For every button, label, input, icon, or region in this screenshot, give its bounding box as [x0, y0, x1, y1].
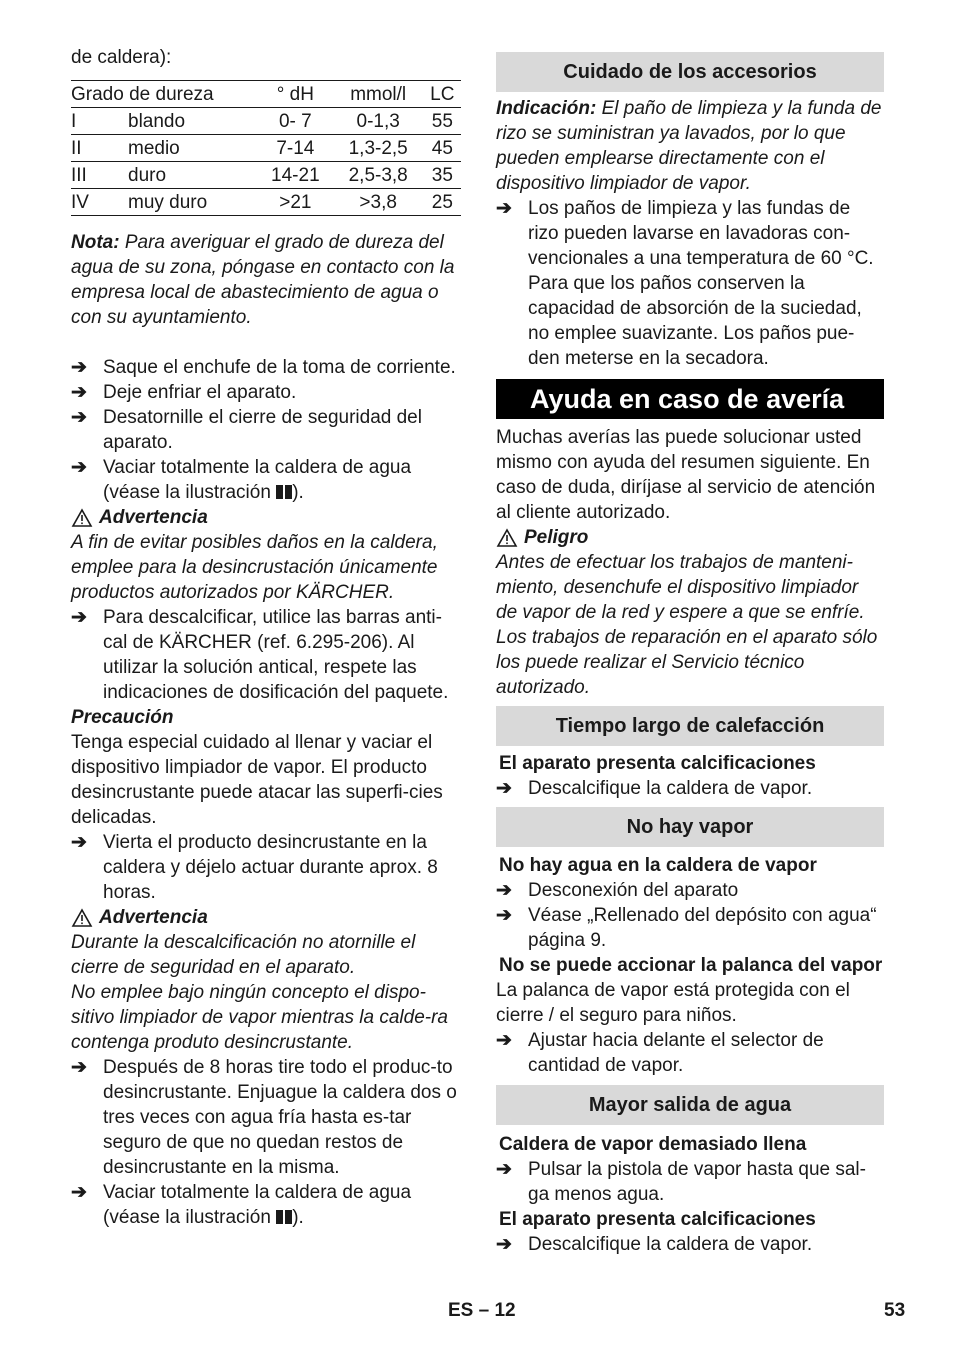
table-header: mmol/l — [333, 81, 424, 108]
table-header: ° dH — [258, 81, 333, 108]
table-cell: >3,8 — [333, 189, 424, 216]
table-cell: 1,3-2,5 — [333, 135, 424, 162]
table-cell: blando — [128, 108, 258, 135]
hardness-table — [71, 80, 461, 216]
step-text: Desconexión del aparato — [528, 880, 739, 901]
arrow-right-icon: ➔ — [496, 880, 512, 901]
arrow-right-icon: ➔ — [71, 1057, 87, 1078]
step-decalcify — [496, 776, 884, 801]
step-text: Vaciar totalmente la caldera de agua (véase la ilustración — [103, 1182, 412, 1228]
table-row — [71, 189, 461, 216]
step-text: Descalcifique la caldera de vapor. — [528, 1234, 813, 1255]
step-press-gun — [496, 1157, 884, 1207]
table-cell: II — [71, 135, 128, 162]
table-header-row — [71, 81, 461, 108]
step-unplug — [71, 355, 461, 380]
table-row — [71, 108, 461, 135]
warning-text: Durante la descalcificación no atornille el cierre de seguridad en el aparato. — [71, 932, 416, 978]
step-text: Vaciar totalmente la caldera de agua (véase la ilustración — [103, 457, 412, 503]
table-cell: medio — [128, 135, 258, 162]
danger-label: Peligro — [524, 527, 589, 548]
indicacion-label: Indicación: — [496, 98, 597, 119]
danger-heading — [496, 525, 884, 550]
warning-triangle-icon — [496, 528, 518, 548]
indicacion-paragraph — [496, 96, 884, 196]
problem-subheading: Caldera de vapor demasiado llena — [499, 1134, 807, 1155]
table-cell: IV — [71, 189, 128, 216]
step-text: Pulsar la pistola de vapor hasta que sal-ga menos agua. — [528, 1159, 866, 1205]
table-header: Grado de dureza — [71, 81, 258, 108]
step-text: Ajustar hacia delante el selector de cantidad de vapor. — [528, 1030, 824, 1076]
step-adjust-selector — [496, 1028, 884, 1078]
page-number: 53 — [884, 1300, 906, 1321]
table-cell: 0- 7 — [258, 108, 333, 135]
step-text-end: ). — [292, 1207, 304, 1228]
section-title-calefaccion: Tiempo largo de calefacción — [496, 706, 884, 746]
warning-heading — [71, 905, 461, 930]
section-title-no-vapor: No hay vapor — [496, 807, 884, 847]
arrow-right-icon: ➔ — [71, 1182, 87, 1203]
arrow-right-icon: ➔ — [71, 382, 87, 403]
arrow-right-icon: ➔ — [71, 357, 87, 378]
step-cool — [71, 380, 461, 405]
table-cell: 35 — [424, 162, 461, 189]
step-text: Saque el enchufe de la toma de corriente. — [103, 357, 456, 378]
table-cell: 55 — [424, 108, 461, 135]
step-text: Deje enfriar el aparato. — [103, 382, 297, 403]
arrow-right-icon: ➔ — [496, 1030, 512, 1051]
step-rinse — [71, 1055, 461, 1180]
warning-text: No emplee bajo ningún concepto el dispo-sitivo limpiador de vapor mientras la calde-ra contenga produto desincrustante. — [71, 982, 448, 1053]
problem-subheading: No se puede accionar la palanca del vapor — [499, 955, 883, 976]
step-text: Los paños de limpieza y las fundas de rizo pueden lavarse en lavadoras con-vencionales a una temperatura de 60 °C. Para que los paños conserven la capacidad de absorción de la suciedad, no emplee suavizante. Los paños pue-den meterse en la secadora. — [528, 198, 874, 369]
arrow-right-icon: ➔ — [496, 1234, 512, 1255]
step-text: Descalcifique la caldera de vapor. — [528, 778, 813, 799]
step-decalcify-2 — [496, 1232, 884, 1257]
warning-label: Advertencia — [99, 907, 208, 928]
table-cell: >21 — [258, 189, 333, 216]
arrow-right-icon: ➔ — [71, 407, 87, 428]
arrow-right-icon: ➔ — [496, 198, 512, 219]
nota-paragraph — [71, 230, 461, 330]
right-column — [496, 52, 884, 1257]
warning-triangle-icon — [71, 908, 93, 928]
step-unscrew — [71, 405, 461, 455]
chapter-title-ayuda: Ayuda en caso de avería — [496, 379, 884, 419]
arrow-right-icon: ➔ — [496, 778, 512, 799]
nota-text: Para averiguar el grado de dureza del agua de su zona, póngase en contacto con la empresa local de abastecimiento de agua o con su ayuntamiento. — [71, 232, 455, 328]
arrow-right-icon: ➔ — [496, 905, 512, 926]
table-cell: 45 — [424, 135, 461, 162]
precaucion-text: Tenga especial cuidado al llenar y vaciar el dispositivo limpiador de vapor. El producto desincrustante puede atacar las superfi-cies delicadas. — [71, 732, 443, 828]
table-cell: III — [71, 162, 128, 189]
step-wash — [496, 196, 884, 371]
step-text: Para descalcificar, utilice las barras anti-cal de KÄRCHER (ref. 6.295-206). Al utilizar la solución antical, respete las indicaciones de dosificación del paquete. — [103, 607, 449, 703]
step-text: Vierta el producto desincrustante en la caldera y déjelo actuar durante aprox. 8 horas. — [103, 832, 438, 903]
table-header: LC — [424, 81, 461, 108]
problem-subheading: No hay agua en la caldera de vapor — [499, 855, 817, 876]
indicacion-text: El paño de limpieza y la funda de rizo se suministran ya lavados, por lo que pueden emplearse directamente con el dispositivo limpiador de vapor. — [496, 98, 882, 194]
step-text: Después de 8 horas tire todo el produc-to desincrustante. Enjuague la caldera dos o tres veces con agua fría hasta es-tar seguro de que no quedan restos de desincrustante en la misma. — [103, 1057, 457, 1178]
intro-text: de caldera): — [71, 47, 172, 68]
step-pour — [71, 830, 461, 905]
table-cell: 7-14 — [258, 135, 333, 162]
lever-text: La palanca de vapor está protegida con el cierre / el seguro para niños. — [496, 980, 850, 1026]
step-text-end: ). — [292, 482, 304, 503]
arrow-right-icon: ➔ — [71, 457, 87, 478]
arrow-right-icon: ➔ — [496, 1159, 512, 1180]
section-title-salida-agua: Mayor salida de agua — [496, 1085, 884, 1125]
table-row — [71, 162, 461, 189]
table-cell: 0-1,3 — [333, 108, 424, 135]
table-cell: muy duro — [128, 189, 258, 216]
arrow-right-icon: ➔ — [71, 607, 87, 628]
step-text: Véase „Rellenado del depósito con agua“ página 9. — [528, 905, 877, 951]
step-refill — [496, 903, 884, 953]
nota-label: Nota: — [71, 232, 120, 253]
step-empty-boiler — [71, 455, 461, 505]
problem-subheading: El aparato presenta calcificaciones — [499, 1209, 816, 1230]
warning-heading — [71, 505, 461, 530]
left-column — [71, 45, 461, 1230]
table-cell: 25 — [424, 189, 461, 216]
warning-label: Advertencia — [99, 507, 208, 528]
warning-triangle-icon — [71, 508, 93, 528]
section-title-accesorios: Cuidado de los accesorios — [496, 52, 884, 92]
ayuda-text: Muchas averías las puede solucionar usted mismo con ayuda del resumen siguiente. En caso de duda, diríjase al servicio de atención al cliente autorizado. — [496, 427, 876, 523]
step-disconnect — [496, 878, 884, 903]
table-cell: I — [71, 108, 128, 135]
step-anticalc — [71, 605, 461, 705]
precaucion-label: Precaución — [71, 707, 174, 728]
figure-ref-icon — [276, 485, 292, 499]
arrow-right-icon: ➔ — [71, 832, 87, 853]
problem-subheading: El aparato presenta calcificaciones — [499, 753, 816, 774]
figure-ref-icon — [276, 1210, 292, 1224]
footer-section: ES – 12 — [448, 1300, 516, 1321]
danger-text: Antes de efectuar los trabajos de manteni-miento, desenchufe el dispositivo limpiador de vapor de la red y espere a que se enfríe. Los trabajos de reparación en el aparato sólo los puede realizar el Servicio técnico autorizado. — [496, 552, 878, 698]
warning-text: A fin de evitar posibles daños en la caldera, emplee para la desincrustación únicamente productos autorizados por KÄRCHER. — [71, 532, 438, 603]
table-cell: 2,5-3,8 — [333, 162, 424, 189]
step-empty-boiler-2 — [71, 1180, 461, 1230]
step-text: Desatornille el cierre de seguridad del aparato. — [103, 407, 422, 453]
table-row — [71, 135, 461, 162]
table-cell: 14-21 — [258, 162, 333, 189]
table-cell: duro — [128, 162, 258, 189]
